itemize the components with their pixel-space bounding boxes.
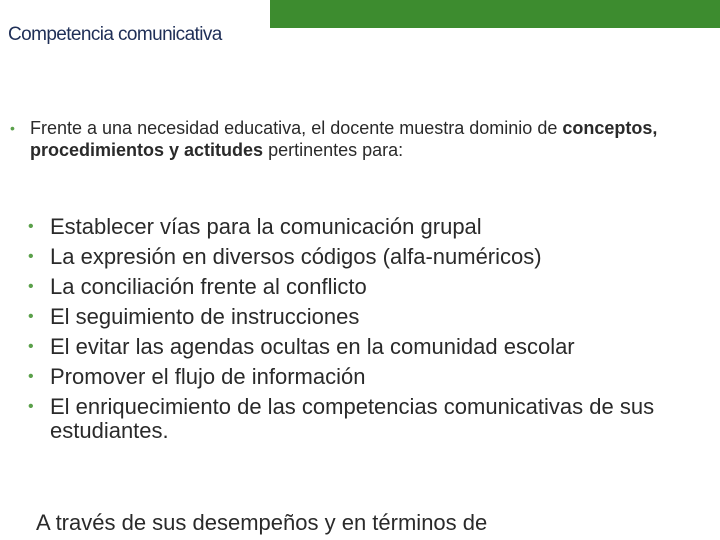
bullet-list bbox=[28, 215, 708, 449]
intro-text-end: pertinentes para: bbox=[263, 140, 404, 160]
intro-text bbox=[30, 117, 690, 161]
bullet-icon: • bbox=[28, 248, 34, 265]
list-item-text: La expresión en diversos códigos (alfa-numéricos) bbox=[50, 244, 542, 269]
bullet-icon: • bbox=[28, 278, 34, 295]
top-accent-bar bbox=[270, 0, 720, 28]
list-item-text: La conciliación frente al conflicto bbox=[50, 274, 367, 299]
intro-text-start: Frente a una necesidad educativa, el docente muestra dominio de bbox=[30, 118, 563, 138]
intro-paragraph bbox=[10, 117, 690, 161]
list-item-text: Promover el flujo de información bbox=[50, 364, 366, 389]
list-item bbox=[28, 305, 708, 329]
list-item-text: Establecer vías para la comunicación grupal bbox=[50, 214, 482, 239]
list-item-text: El seguimiento de instrucciones bbox=[50, 304, 360, 329]
bullet-icon: • bbox=[28, 368, 34, 385]
list-item-text: El enriquecimiento de las competencias comunicativas de sus estudiantes. bbox=[50, 394, 655, 443]
list-item bbox=[28, 215, 708, 239]
slide-title: Competencia comunicativa bbox=[8, 24, 222, 45]
list-item bbox=[28, 335, 708, 359]
footer-text: A través de sus desempeños y en términos de bbox=[36, 510, 488, 535]
list-item bbox=[28, 245, 708, 269]
bullet-icon: • bbox=[28, 398, 34, 415]
list-item bbox=[28, 365, 708, 389]
bullet-icon: • bbox=[28, 218, 34, 235]
list-item bbox=[28, 275, 708, 299]
bullet-icon: • bbox=[28, 308, 34, 325]
bullet-icon: • bbox=[28, 338, 34, 355]
bullet-icon: • bbox=[10, 120, 15, 136]
list-item bbox=[28, 395, 708, 443]
list-item-text: El evitar las agendas ocultas en la comunidad escolar bbox=[50, 334, 575, 359]
intro-bold-text: conceptos, procedimientos y actitudes bbox=[30, 118, 658, 160]
